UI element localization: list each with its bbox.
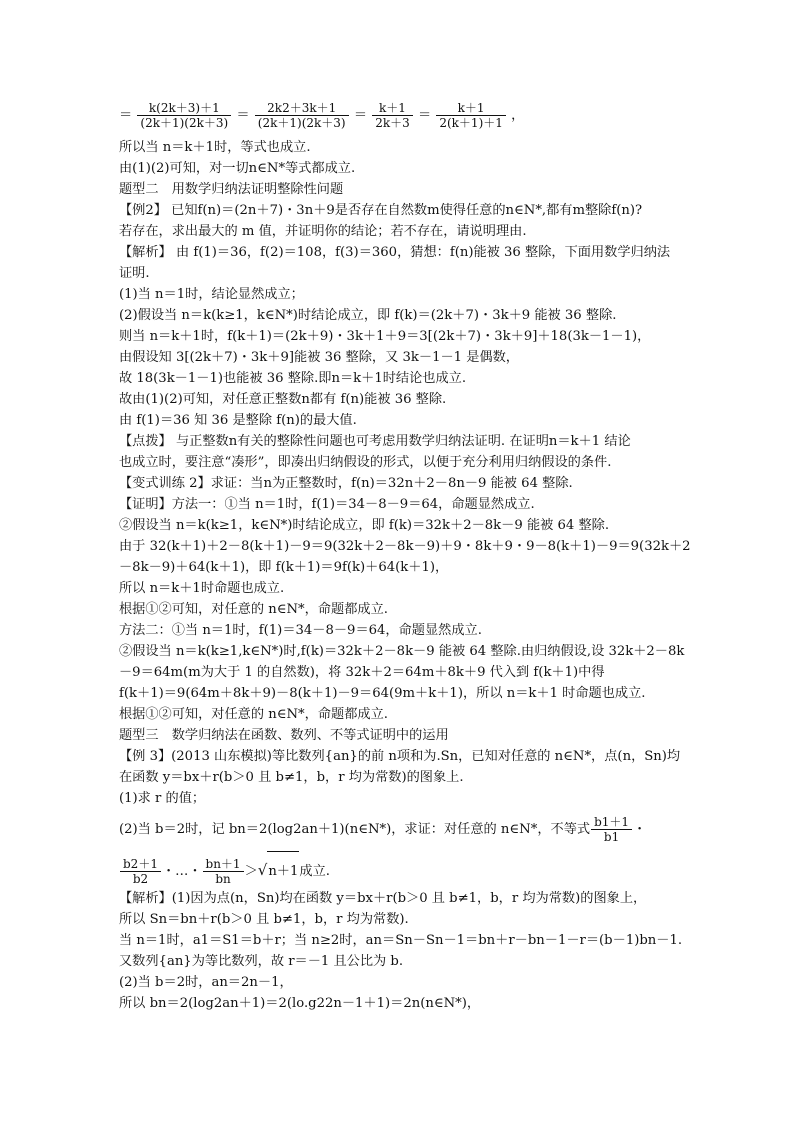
- text-line: (2)假设当 n＝k(k≥1，k∈N*)时结论成立，即 f(k)＝(2k＋7)・3k＋9 能被 36 整除.: [119, 308, 617, 323]
- text-line: 由(1)(2)可知，对一切n∈N*等式都成立.: [119, 161, 356, 176]
- section-heading: 题型二 用数学归纳法证明整除性问题: [119, 182, 344, 197]
- fraction-denominator: 2k＋3: [372, 115, 413, 130]
- text-line: 由于 32(k＋1)＋2－8(k＋1)－9＝9(32k＋2－8k－9)＋9・8k＋9・9－8(k＋1)－9＝9(32k＋2: [119, 539, 691, 554]
- text-line: ②假设当 n＝k(k≥1，k∈N*)时结论成立，即 f(k)＝32k＋2－8k－9 能被 64 整除.: [119, 518, 610, 533]
- fraction-denominator: b2: [120, 871, 161, 886]
- fraction-numerator: 2k2＋3k＋1: [267, 101, 337, 115]
- fraction-numerator: k＋1: [379, 101, 406, 115]
- text-line: (1)求 r 的值；: [119, 791, 206, 806]
- fraction-denominator: bn: [203, 871, 244, 886]
- text-line: 【解析】 由 f(1)＝36，f(2)＝108，f(3)＝360，猜想：f(n)能被 36 整除，下面用数学归纳法: [119, 245, 671, 260]
- comma: ，: [511, 108, 525, 123]
- text-line: 【变式训练 2】求证：当n为正整数时，f(n)＝32n＋2－8n－9 能被 64 整除.: [119, 476, 573, 491]
- text-line: 根据①②可知，对任意的 n∈N*，命题都成立.: [119, 707, 388, 722]
- fraction-denominator: (2k＋1)(2k＋3): [255, 115, 349, 130]
- text-line: 【例 3】(2013 山东模拟)等比数列{an}的前 n项和为.Sn，已知对任意的 n∈N*，点(n，Sn)均: [119, 749, 681, 764]
- text-line: 故 18(3k－1－1)也能被 36 整除.即n＝k＋1时结论也成立.: [119, 371, 467, 386]
- formula-line-low: [119, 850, 330, 890]
- fraction-numerator: b1＋1: [594, 815, 630, 829]
- fraction-numerator: k(2k＋3)＋1: [148, 101, 220, 115]
- fraction-numerator: k＋1: [457, 101, 485, 115]
- fraction-denominator: (2k＋1)(2k＋3): [137, 115, 231, 130]
- text-line: 方法二：①当 n＝1时，f(1)＝34－8－9＝64，命题显然成立.: [119, 623, 482, 638]
- text-line: 也成立时，要注意“凑形”，即凑出归纳假设的形式，以便于充分利用归纳假设的条件.: [119, 455, 612, 470]
- text-line: 根据①②可知，对任意的 n∈N*，命题都成立.: [119, 602, 388, 617]
- text-line: 所以 n＝k＋1时命题也成立.: [119, 581, 285, 596]
- text-line: f(k＋1)＝9(64m＋8k＋9)－8(k＋1)－9＝64(9m＋k＋1)，所以 n＝k＋1 时命题也成立.: [119, 686, 646, 701]
- text-line: －8k－9)＋64(k＋1)，即 f(k＋1)＝9f(k)＋64(k＋1)，: [119, 560, 449, 575]
- fraction-1: [137, 101, 231, 130]
- text-fragment: (2)当 b＝2时，记 bn＝2(log2an＋1)(n∈N*)，求证：对任意的 n∈N*，不等式: [119, 822, 591, 837]
- greater-than-sign: ＞: [244, 864, 258, 879]
- fraction-3: [372, 101, 413, 130]
- text-line: 【解析】(1)因为点(n，Sn)均在函数 y＝bx＋r(b＞0 且 b≠1，b，r 均为常数)的图象上，: [119, 891, 647, 906]
- fraction-numerator: bn＋1: [205, 857, 241, 871]
- equals-sign: ＝: [353, 108, 367, 123]
- fraction-b2: [120, 857, 161, 886]
- text-line: 所以 Sn＝bn＋r(b＞0 且 b≠1，b，r 均为常数).: [119, 912, 409, 927]
- text-line: ②假设当 n＝k(k≥1,k∈N*)时,f(k)＝32k＋2－8k－9 能被 64 整除.由归纳假设,设 32k＋2－8k: [119, 644, 685, 659]
- text-line: 当 n＝1时，a1＝S1＝b＋r；当 n≥2时，an＝Sn－Sn－1＝bn＋r－bn－1－r＝(b－1)bn－1.: [119, 933, 683, 948]
- text-line: 证明.: [119, 266, 150, 281]
- text-line: 故由(1)(2)可知，对任意正整数n都有 f(n)能被 36 整除.: [119, 392, 447, 407]
- text-line: 所以 bn＝2(log2an＋1)＝2(lo.g22n－1＋1)＝2n(n∈N*)，: [119, 996, 481, 1011]
- product-dot: ・: [633, 822, 647, 837]
- fraction-denominator: b1: [591, 829, 632, 844]
- equals-sign: ＝: [236, 108, 250, 123]
- text-line: 【点拨】 与正整数n有关的整除性问题也可考虑用数学归纳法证明. 在证明n＝k＋1 结论: [119, 434, 631, 449]
- product-dots: ・…・: [161, 864, 202, 879]
- text-line: (1)当 n＝1时，结论显然成立；: [119, 287, 304, 302]
- text-line: 【证明】方法一：①当 n＝1时，f(1)＝34－8－9＝64，命题显然成立.: [119, 497, 535, 512]
- text-line: (2)当 b＝2时，an＝2n－1，: [119, 975, 293, 990]
- fraction-bn: [203, 857, 244, 886]
- fraction-b1: [591, 815, 632, 844]
- text-line: 又数列{an}为等比数列，故 r＝－1 且公比为 b.: [119, 954, 404, 969]
- text-line: 若存在，求出最大的 m 值，并证明你的结论；若不存在，请说明理由.: [119, 224, 527, 239]
- section-heading: 题型三 数学归纳法在函数、数列、不等式证明中的运用: [119, 728, 449, 743]
- formula-line-mid: [119, 810, 646, 850]
- text-line: 由 f(1)＝36 知 36 是整除 f(n)的最大值.: [119, 413, 357, 428]
- text-fragment: 成立.: [299, 864, 330, 879]
- text-line: 则当 n＝k＋1时，f(k＋1)＝(2k＋9)・3k＋1＋9＝3[(2k＋7)・3k＋9]＋18(3k－1－1)，: [119, 329, 651, 344]
- equals-sign: ＝: [417, 108, 432, 123]
- text-line: 在函数 y＝bx＋r(b＞0 且 b≠1，b，r 均为常数)的图象上.: [119, 770, 464, 785]
- text-line: 由假设知 3[(2k＋7)・3k＋9]能被 36 整除，又 3k－1－1 是偶数，: [119, 350, 519, 365]
- fraction-denominator: 2(k＋1)＋1: [436, 115, 506, 130]
- equals-sign: ＝: [119, 108, 133, 123]
- text-line: －9＝64m(m为大于 1 的自然数)，将 32k＋2＝64m＋8k＋9 代入到 f(k＋1)中得: [119, 665, 605, 680]
- sqrt-symbol: √: [257, 861, 268, 879]
- sqrt-radicand: n＋1: [267, 851, 299, 892]
- fraction-2: [255, 101, 349, 130]
- fraction-4: [436, 101, 506, 130]
- formula-line-top: [119, 96, 524, 136]
- fraction-numerator: b2＋1: [123, 857, 158, 871]
- text-line: 【例2】 已知f(n)＝(2n＋7)・3n＋9是否存在自然数m使得任意的n∈N*,都有m整除f(n)?: [119, 203, 643, 218]
- text-line: 所以当 n＝k＋1时，等式也成立.: [119, 140, 311, 155]
